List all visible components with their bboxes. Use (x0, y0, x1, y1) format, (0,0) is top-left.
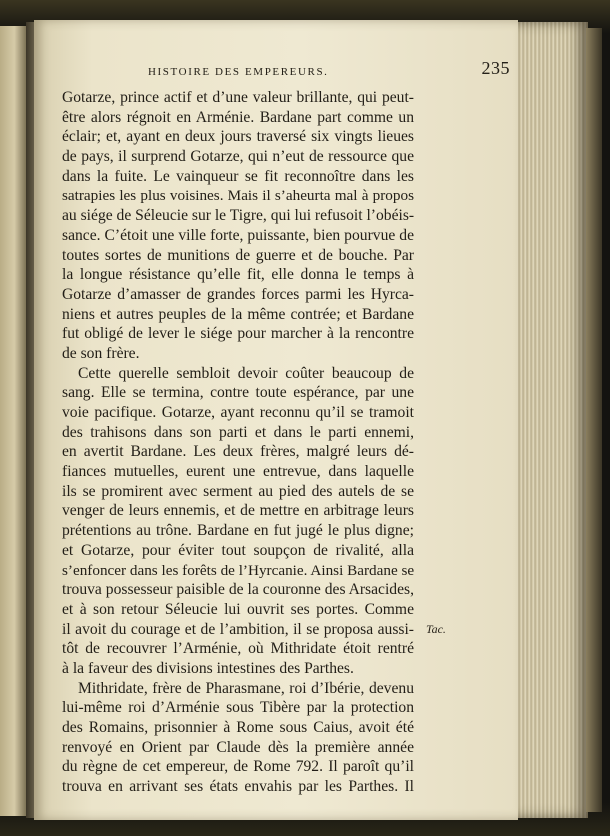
text-line: sance. C’étoit une ville forte, puissante, bien pourvue de (62, 226, 414, 244)
text-line: tôt de recouvrer l’Arménie, où Mithridate étoit rentré (62, 640, 414, 658)
text-line: fut obligé de lever le siége pour marcher à la rencontre (62, 325, 414, 343)
text-line: dans la fuite. Le vainqueur se fit reconnoître dans les (62, 167, 414, 185)
book-back-edge (586, 28, 602, 812)
text-line: trouva possesseur paisible de la couronne des Arsacides, (62, 581, 414, 599)
text-line: et Gotarze, pour éviter tout soupçon de rivalité, alla (62, 541, 414, 559)
text-line: en avertit Bardane. Les deux frères, malgré leurs dé- (62, 443, 414, 461)
text-line: et à son retour Séleucie lui ouvrit ses portes. Comme (62, 600, 414, 618)
text-line: renvoyé en Orient par Claude dès la première année (62, 738, 414, 756)
text-line: lui-même roi d’Arménie sous Tibère par la protection (62, 699, 414, 717)
running-head-title: HISTOIRE DES EMPEREURS. (148, 66, 329, 78)
text-line: il avoit du courage et de l’ambition, il se proposa aussi- (62, 620, 414, 638)
text-line: ils se promirent avec serment au pied des autels de se (62, 482, 414, 500)
text-line: toutes sortes de munitions de guerre et de bouche. Par (62, 246, 414, 264)
text-line: voie pacifique. Gotarze, ayant reconnu qu’il se tramoit (62, 404, 414, 421)
text-line: Gotarze d’amasser de grandes forces parmi les Hyrca- (62, 285, 414, 303)
paragraph-end-line: de son frère. (62, 344, 140, 362)
running-head (64, 58, 512, 86)
text-line: trouva en arrivant ses états envahis par les Parthes. Il (62, 778, 414, 796)
text-line: sang. Elle se termina, contre toute espérance, par une (62, 384, 414, 402)
paragraph-first-line: Cette querelle sembloit devoir coûter beaucoup de (78, 364, 414, 382)
paragraph-first-line: Mithridate, frère de Pharasmane, roi d’Ibérie, devenu (78, 679, 414, 697)
body-text (62, 88, 414, 797)
text-line: Gotarze, prince actif et d’une valeur brillante, qui peut- (62, 89, 414, 106)
margin-note: Tac. (426, 622, 446, 636)
page-edge-stack (516, 22, 588, 818)
text-line: de pays, il surprend Gotarze, qui n’eut de ressource que (62, 148, 414, 166)
text-line: au siége de Séleucie sur le Tigre, qui lui refusoit l’obéis- (62, 207, 414, 225)
text-line: être alors régnoit en Arménie. Bardane part comme un (62, 108, 414, 126)
left-page-edge (0, 26, 26, 816)
text-line: éclair; et, ayant en deux jours traversé six vingts lieues (62, 128, 414, 146)
text-line: des trahisons dans son parti et dans le parti ennemi, (62, 423, 414, 441)
text-line: fiances mutuelles, eurent une entrevue, dans laquelle (62, 463, 414, 481)
text-line: satrapies les plus voisines. Mais il s’aheurta mal à propos (62, 187, 414, 205)
text-line: niens et autres peuples de la même contrée; et Bardane (62, 305, 414, 323)
text-line: des Romains, prisonnier à Rome sous Caius, avoit été (62, 719, 414, 736)
text-line: s’enfoncer dans les forêts de l’Hyrcanie. Ainsi Bardane se (62, 561, 414, 579)
page-number: 235 (481, 58, 510, 78)
text-line: venger de leurs ennemis, et de mettre en arbitrage leurs (62, 502, 414, 520)
text-line: du règne de cet empereur, de Rome 792. Il paroît qu’il (62, 758, 414, 776)
text-line: prétentions au trône. Bardane en fut jugé le plus digne; (62, 522, 414, 540)
paragraph-end-line: à la faveur des divisions intestines des Parthes. (62, 659, 354, 677)
text-line: la longue résistance qu’elle fit, elle donna le temps à (62, 266, 414, 284)
